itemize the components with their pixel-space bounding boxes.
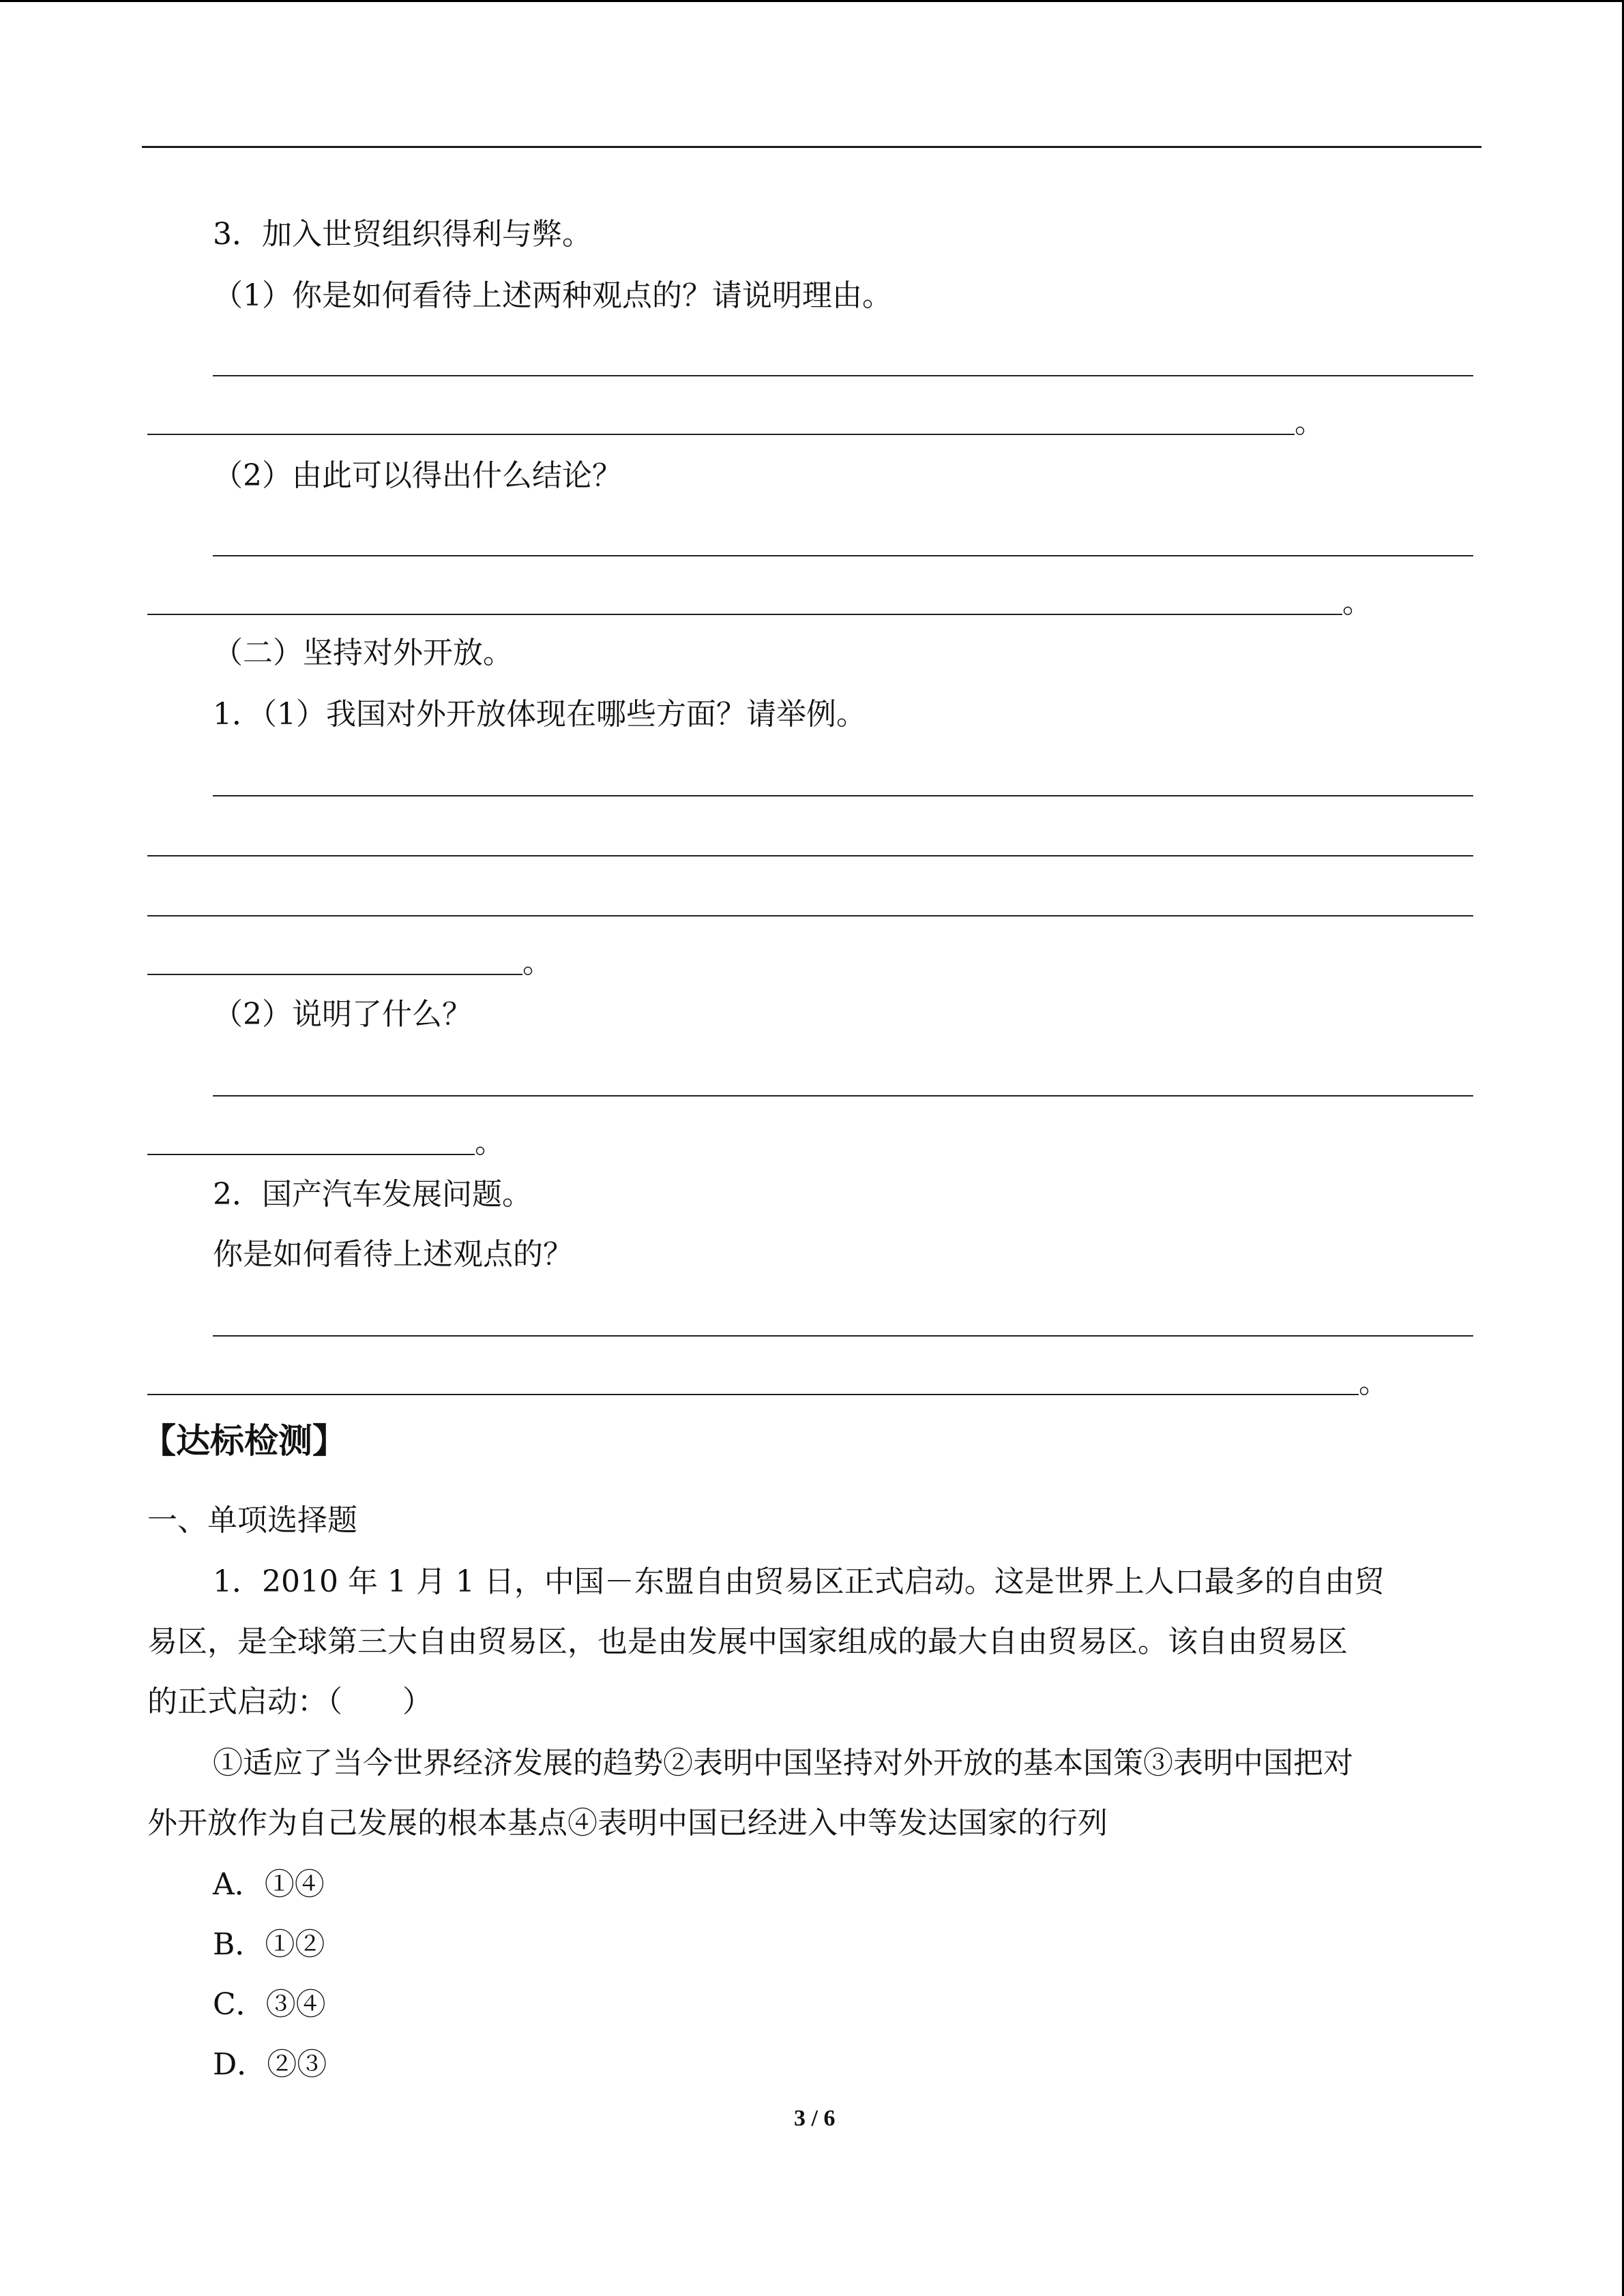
s2-q1-sub2: （2）说明了什么？: [213, 997, 472, 1032]
q3-sub1: （1）你是如何看待上述两种观点的？请说明理由。: [213, 278, 892, 313]
q3-sub2: （2）由此可以得出什么结论？: [213, 458, 622, 493]
answer-line: [213, 1095, 1473, 1097]
mc-q1-line1: 1．2010 年 1 月 1 日，中国－东盟自由贸易区正式启动。这是世界上人口最多的自由贸: [213, 1564, 1385, 1599]
period: 。: [475, 1125, 505, 1160]
mc-q1-line3: 的正式启动：（ ）: [147, 1684, 432, 1719]
answer-line: [147, 974, 522, 975]
period: 。: [1295, 405, 1325, 440]
s2-q1: 1．（1）我国对外开放体现在哪些方面？请举例。: [213, 697, 866, 732]
option-b: B．①②: [213, 1927, 325, 1962]
answer-line: [147, 855, 1473, 856]
section-heading: 【达标检测】: [142, 1421, 346, 1461]
mc-q1-statement1: ①适应了当今世界经济发展的趋势②表明中国坚持对外开放的基本国策③表明中国把对: [213, 1746, 1353, 1780]
page-frame-top: [0, 0, 1624, 2]
mc-section-title: 一、单项选择题: [147, 1503, 357, 1538]
q3-title: 3．加入世贸组织得利与弊。: [213, 217, 592, 252]
answer-line: [213, 795, 1473, 796]
page-number: 3 / 6: [794, 2106, 836, 2131]
answer-line: [147, 1394, 1359, 1395]
mc-q1-statement2: 外开放作为自己发展的根本基点④表明中国已经进入中等发达国家的行列: [147, 1806, 1108, 1840]
option-d: D．②③: [213, 2047, 327, 2082]
answer-line: [147, 1154, 475, 1155]
section2-title: （二）坚持对外开放。: [213, 636, 513, 670]
option-a: A．①④: [213, 1867, 325, 1902]
period: 。: [1359, 1365, 1389, 1400]
answer-line: [213, 555, 1473, 556]
s2-q2-prompt: 你是如何看待上述观点的？: [213, 1237, 573, 1272]
answer-line: [147, 434, 1295, 435]
answer-line: [147, 614, 1342, 615]
period: 。: [522, 945, 552, 980]
answer-line: [147, 915, 1473, 916]
mc-q1-line2: 易区，是全球第三大自由贸易区，也是由发展中国家组成的最大自由贸易区。该自由贸易区: [147, 1624, 1348, 1659]
s2-q2-title: 2．国产汽车发展问题。: [213, 1177, 532, 1212]
period: 。: [1342, 585, 1372, 620]
answer-line: [213, 375, 1473, 376]
answer-line: [213, 1335, 1473, 1337]
option-c: C．③④: [213, 1987, 326, 2022]
header-rule: [142, 146, 1481, 148]
